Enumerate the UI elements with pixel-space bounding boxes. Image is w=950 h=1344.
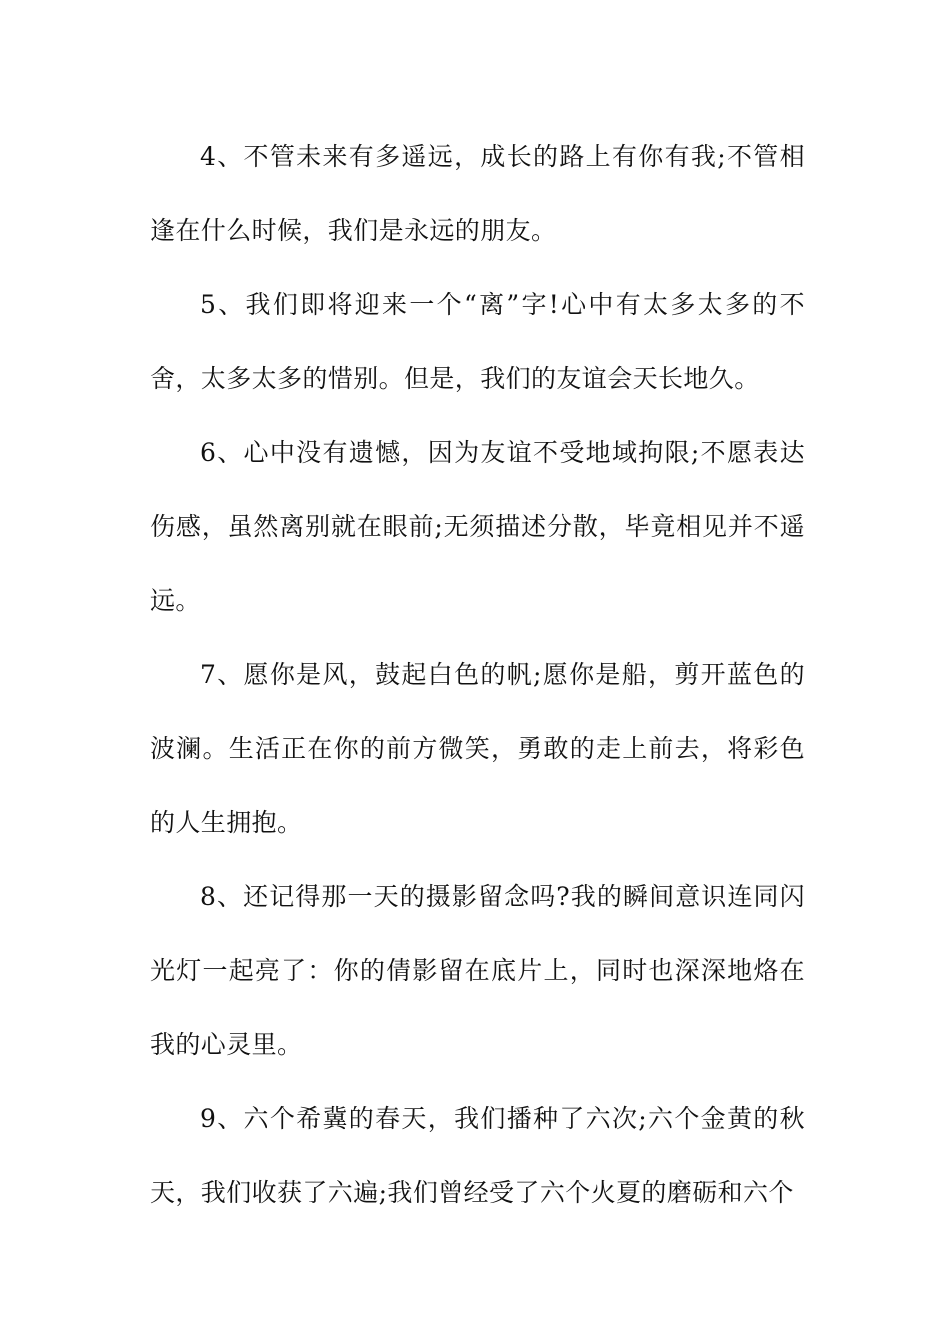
paragraph-4: 4、不管未来有多遥远，成长的路上有你有我;不管相逢在什么时候，我们是永远的朋友。 xyxy=(150,142,805,245)
paragraph-5: 5、我们即将迎来一个“离”字!心中有太多太多的不舍，太多太多的惜别。但是，我们的友谊会天长地久。 xyxy=(150,290,805,393)
paragraph-7: 7、愿你是风，鼓起白色的帆;愿你是船，剪开蓝色的波澜。生活正在你的前方微笑，勇敢的走上前去，将彩色的人生拥抱。 xyxy=(150,660,805,837)
paragraph-6: 6、心中没有遗憾，因为友谊不受地域拘限;不愿表达伤感，虽然离别就在眼前;无须描述分散，毕竟相见并不遥远。 xyxy=(150,438,805,615)
paragraph-9: 9、六个希冀的春天，我们播种了六次;六个金黄的秋天，我们收获了六遍;我们曾经受了六个火夏的磨砺和六个 xyxy=(150,1104,805,1207)
paragraph-8: 8、还记得那一天的摄影留念吗?我的瞬间意识连同闪光灯一起亮了：你的倩影留在底片上，同时也深深地烙在我的心灵里。 xyxy=(150,882,805,1059)
document-body xyxy=(150,120,805,1230)
